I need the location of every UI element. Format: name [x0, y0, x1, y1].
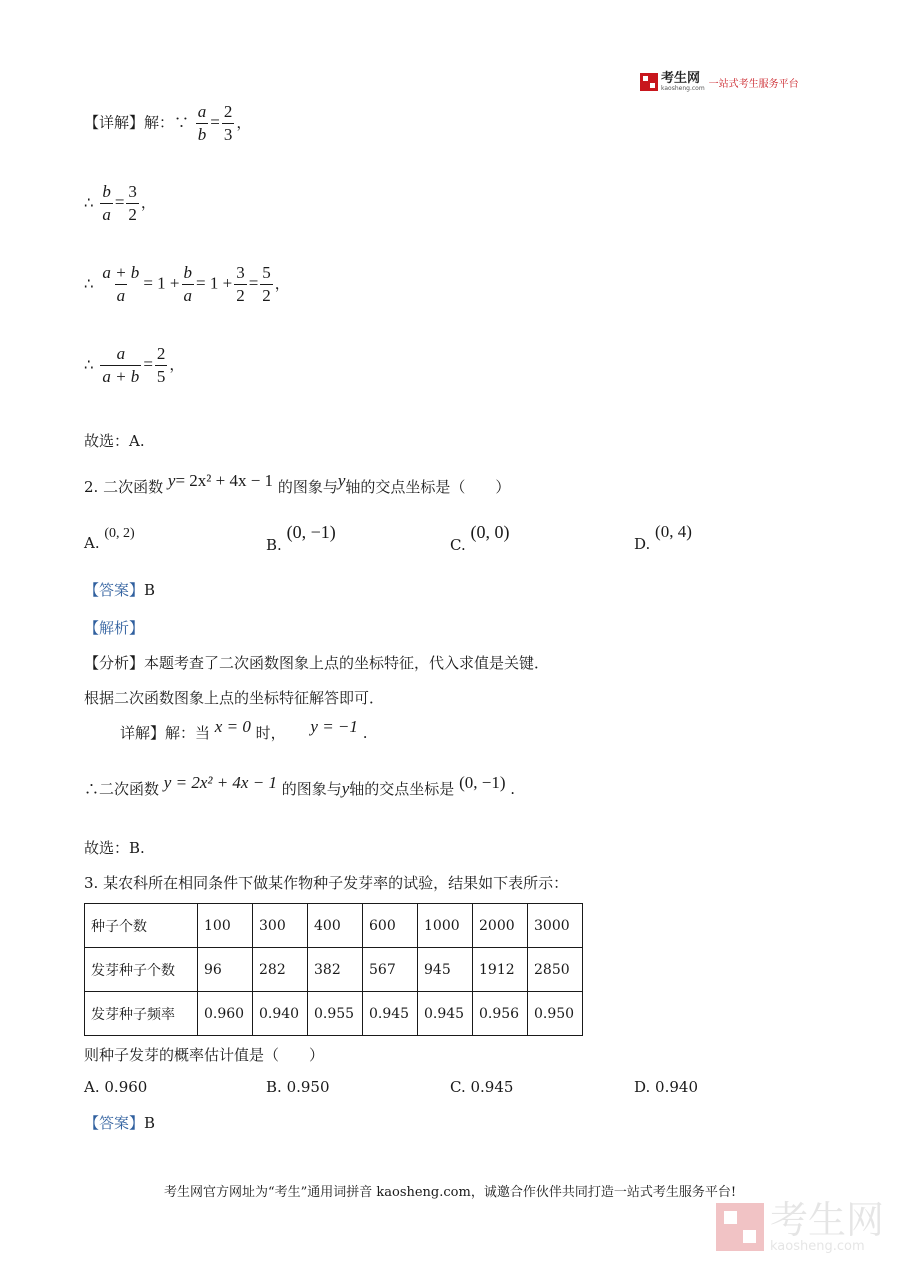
watermark-name: 考生网: [770, 1198, 885, 1242]
q3-data-table: [84, 903, 583, 1036]
table-cell: 3000: [528, 904, 583, 948]
table-cell: 2850: [528, 948, 583, 992]
table-cell: 0.960: [198, 992, 253, 1036]
q1-detail-prefix: 【详解】解：∵: [84, 113, 190, 132]
q2-final-answer: 故选：B.: [84, 839, 145, 857]
table-cell: 发芽种子频率: [85, 992, 198, 1036]
q3-answer: 【答案】B: [84, 1114, 156, 1132]
table-cell: 0.945: [363, 992, 418, 1036]
q1-final-answer: 故选：A.: [84, 432, 145, 450]
table-cell: 96: [198, 948, 253, 992]
q3-option-b[interactable]: B. 0.950: [266, 1078, 330, 1096]
logo-sub: kaosheng.com: [661, 85, 705, 92]
q2-analysis-tag: 【解析】: [84, 619, 145, 637]
header-logo: [640, 72, 799, 92]
q2-option-a[interactable]: A. (0, 2): [84, 526, 135, 552]
table-cell: 发芽种子个数: [85, 948, 198, 992]
table-cell: 1912: [473, 948, 528, 992]
footer-text: 考生网官方网址为“考生”通用词拼音 kaosheng.com，诚邀合作伙伴共同打造一站式考生服务平台!: [163, 1185, 737, 1200]
table-cell: 282: [253, 948, 308, 992]
answer-tag: 【答案】: [84, 1114, 145, 1132]
q2-option-d[interactable]: D. (0, 4): [634, 522, 692, 553]
q3-option-c[interactable]: C. 0.945: [450, 1078, 514, 1096]
table-cell: 567: [363, 948, 418, 992]
logo-name: 考生网: [661, 71, 701, 86]
q2-option-b[interactable]: B. (0, −1): [266, 522, 336, 554]
q1-given-rhs: $\frac{2}{3}$: [223, 102, 233, 144]
watermark-icon: [716, 1203, 764, 1251]
table-row: [85, 948, 583, 992]
table-cell: 0.950: [528, 992, 583, 1036]
q2-detail: 详解】解：当 x = 0 时， y = −1 .: [120, 717, 368, 742]
table-cell: 400: [308, 904, 363, 948]
q3-option-a[interactable]: A. 0.960: [84, 1078, 148, 1096]
table-cell: 945: [418, 948, 473, 992]
q1-step1: ∴ $\frac{b}{a}$ = $\frac{3}{2}$ ，: [84, 182, 156, 224]
table-cell: 0.940: [253, 992, 308, 1036]
q2-answer: 【答案】B: [84, 581, 156, 599]
table-cell: 0.945: [418, 992, 473, 1036]
q3-question: 则种子发芽的概率估计值是（ ）: [84, 1046, 325, 1064]
table-cell: 种子个数: [85, 904, 198, 948]
logo-slogan: 一站式考生服务平台: [708, 78, 799, 90]
answer-tag: 【答案】: [84, 581, 145, 599]
q2-method: 根据二次函数图象上点的坐标特征解答即可．: [84, 689, 385, 707]
q3-stem: 3. 某农科所在相同条件下做某作物种子发芽率的试验，结果如下表所示：: [84, 874, 569, 892]
q1-detail-line: 【详解】解：∵ $\frac{a}{b}$ = $\frac{2}{3}$ ，: [84, 102, 252, 144]
table-cell: 100: [198, 904, 253, 948]
q2-analysis: 【分析】本题考查了二次函数图象上点的坐标特征，代入求值是关键．: [84, 654, 550, 672]
watermark-logo: [716, 1200, 884, 1254]
watermark-sub: kaosheng.com: [770, 1239, 865, 1254]
logo-text-group: [661, 72, 705, 92]
table-cell: 600: [363, 904, 418, 948]
table-cell: 0.955: [308, 992, 363, 1036]
table-row: [85, 904, 583, 948]
q3-option-d[interactable]: D. 0.940: [634, 1078, 698, 1096]
table-cell: 2000: [473, 904, 528, 948]
q1-step3: ∴ $\frac{a}{a + b}$ = $\frac{2}{5}$ ，: [84, 344, 185, 386]
q2-number: 2.: [84, 478, 99, 496]
table-row: [85, 992, 583, 1036]
table-cell: 1000: [418, 904, 473, 948]
table-cell: 382: [308, 948, 363, 992]
table-cell: 300: [253, 904, 308, 948]
q1-step2: ∴ $\frac{a + b}{a}$ = 1 + $\frac{b}{a}$ = 1 + $\frac{3}{2}$ = $\frac{5}{2}$ ，: [84, 263, 290, 305]
q2-conclusion: ∴二次函数 y = 2x² + 4x − 1 的图象与y轴的交点坐标是 (0, −1) .: [84, 773, 516, 798]
q2-option-c[interactable]: C. (0, 0): [450, 522, 510, 554]
q2-stem: 2. 二次函数 y= 2x² + 4x − 1 的图象与y轴的交点坐标是（ ）: [84, 471, 511, 496]
q1-given-lhs: $\frac{a}{b}$: [197, 102, 207, 144]
q3-number: 3.: [84, 874, 99, 892]
table-cell: 0.956: [473, 992, 528, 1036]
logo-icon: [640, 73, 658, 91]
